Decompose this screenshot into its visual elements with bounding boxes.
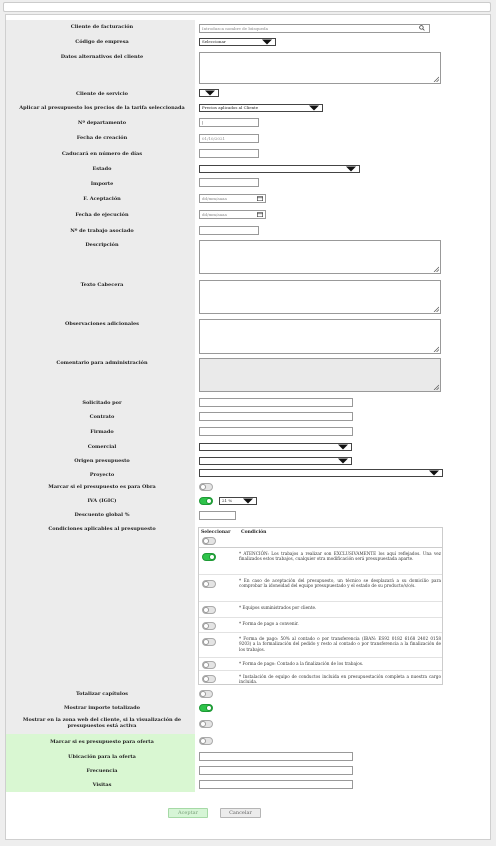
importe-input[interactable] (199, 178, 259, 187)
toggle-knob (200, 484, 206, 490)
mostrar-importe-label: Mostrar importe totalizado (63, 705, 141, 711)
resize-grip-icon[interactable] (433, 306, 439, 312)
condiciones-header (199, 528, 443, 548)
estado-label: Estado (92, 166, 112, 172)
iva-label: IVA (IGIC) (87, 498, 117, 504)
estado-select[interactable] (199, 165, 360, 173)
totalizar-toggle[interactable] (199, 690, 213, 698)
fecha-creacion-input[interactable]: 01/10/2021 (199, 134, 259, 143)
resize-grip-icon[interactable] (433, 346, 439, 352)
origen-label: Origen presupuesto (74, 458, 130, 464)
chevron-down-icon (337, 458, 349, 464)
chevron-down-icon (337, 444, 349, 450)
aplicar-precios-select[interactable] (199, 104, 323, 112)
visitas-label: Visitas (92, 782, 112, 788)
resize-grip-icon[interactable] (433, 266, 439, 272)
chevron-down-icon (261, 39, 273, 45)
aplicar-precios-value: Precios aplicados al Cliente (202, 105, 259, 110)
condition-text: * Forma de pago: Contado a la finalización de los trabajos. (239, 661, 364, 666)
table-row (199, 672, 443, 685)
cliente-servicio-select[interactable] (199, 89, 219, 97)
n-departamento-input[interactable]: | (199, 118, 259, 127)
cliente-facturacion-label: Cliente de facturación (70, 24, 134, 30)
ubicacion-oferta-label: Ubicación para la oferta (68, 754, 136, 760)
chevron-down-icon (204, 90, 216, 96)
col-condicion: Condición (241, 530, 267, 535)
toggle-knob (206, 498, 212, 504)
mostrar-web-label: Mostrar en la zona web del cliente, si la visualización de presupuestos está activa (22, 717, 182, 729)
f-aceptacion-input[interactable]: dd/mm/aaaa (199, 194, 266, 203)
cancel-button[interactable]: Cancelar (220, 808, 261, 818)
proyecto-label: Proyecto (89, 472, 115, 478)
calendar-icon[interactable] (257, 212, 263, 217)
frecuencia-input[interactable] (199, 766, 353, 775)
condition-text: * Forma de pago a convenir. (239, 621, 299, 626)
marcar-oferta-toggle[interactable] (199, 737, 213, 745)
proyecto-select[interactable] (199, 469, 443, 477)
toggle-knob (209, 554, 215, 560)
chevron-down-icon (345, 166, 357, 172)
condiciones-table (198, 527, 443, 685)
importe-label: Importe (90, 181, 114, 187)
condition-text: * En caso de aceptación del presupuesto, un técnico se desplazará a su domicilio para comprobar la idoneidad del equipo presupuestado y el estado de su producto/s/o/s. (239, 578, 441, 589)
descripcion-textarea[interactable] (199, 240, 441, 274)
observaciones-textarea[interactable] (199, 319, 441, 354)
caducara-label: Caducará en número de días (61, 151, 143, 157)
table-row (199, 603, 443, 618)
codigo-empresa-select[interactable] (199, 38, 276, 46)
cliente-servicio-label: Cliente de servicio (76, 91, 128, 97)
n-trabajo-label: Nº de trabajo asociado (70, 228, 134, 234)
codigo-empresa-label: Código de empresa (75, 39, 129, 45)
toggle-knob (203, 581, 209, 587)
solicitado-por-label: Solicitado por (82, 400, 122, 406)
marcar-oferta-label: Marcar si es presupuesto para oferta (50, 739, 154, 745)
toggle-knob (200, 691, 206, 697)
caducara-input[interactable] (199, 149, 259, 158)
row-toggle[interactable] (202, 622, 216, 630)
table-row (199, 619, 443, 633)
row-toggle[interactable] (202, 675, 216, 683)
toggle-knob (203, 623, 209, 629)
toggle-knob (203, 676, 209, 682)
marcar-obra-toggle[interactable] (199, 483, 213, 491)
row-toggle[interactable] (202, 553, 216, 561)
observaciones-label: Observaciones adicionales (65, 321, 139, 327)
descuento-global-input[interactable] (199, 511, 236, 520)
calendar-icon[interactable] (257, 196, 263, 201)
condition-text: * ATENCIÓN: Los trabajos a realizar son EXCLUSIVAMENTE los aquí reflejados. Una vez finalizados estos trabajos, cualquier otra modificación será presupuestada aparte. (239, 551, 441, 562)
texto-cabecera-label: Texto Cabecera (80, 282, 124, 288)
row-toggle[interactable] (202, 606, 216, 614)
resize-grip-icon[interactable] (433, 76, 439, 82)
chevron-down-icon (242, 498, 254, 504)
toggle-knob (203, 662, 209, 668)
table-row (199, 549, 443, 575)
col-seleccionar: Seleccionar (201, 530, 231, 535)
datos-cliente-label: Datos alternativos del cliente (60, 54, 144, 60)
resize-grip-icon[interactable] (433, 384, 439, 390)
search-icon[interactable] (419, 25, 425, 31)
comercial-label: Comercial (87, 444, 117, 450)
visitas-input[interactable] (199, 780, 353, 789)
mostrar-importe-toggle[interactable] (199, 704, 213, 712)
comercial-select[interactable] (199, 443, 352, 451)
condition-text: * Instalación de equipo de conductos incluida en presupuestación completa a nuestra cargo incluida. (239, 674, 441, 685)
condition-text: * Equipos suministrados por cliente. (239, 605, 317, 610)
frecuencia-label: Frecuencia (86, 768, 118, 774)
n-trabajo-input[interactable] (199, 226, 259, 235)
table-row (199, 634, 443, 658)
solicitado-por-input[interactable] (199, 398, 353, 407)
cliente-facturacion-search-input[interactable]: Introduzca nombre de búsqueda (199, 24, 430, 33)
toggle-knob (200, 738, 206, 744)
row-toggle[interactable] (202, 638, 216, 646)
descripcion-label: Descripción (85, 242, 119, 248)
firmado-input[interactable] (199, 427, 353, 436)
aplicar-precios-label: Aplicar al presupuesto los precios de la tarifa seleccionada (19, 105, 185, 111)
label-column (6, 20, 195, 734)
table-row (199, 576, 443, 602)
iva-rate-value: 21 % (222, 498, 233, 503)
texto-cabecera-textarea[interactable] (199, 280, 441, 314)
datos-cliente-textarea[interactable] (199, 52, 441, 84)
toggle-knob (203, 607, 209, 613)
toggle-knob (203, 639, 209, 645)
fecha-creacion-label: Fecha de creación (76, 135, 128, 141)
chevron-down-icon (308, 105, 320, 111)
n-departamento-label: Nº departamento (77, 120, 127, 126)
descuento-global-label: Descuento global % (74, 512, 130, 518)
fecha-ejecucion-label: Fecha de ejecución (75, 212, 129, 218)
toggle-knob (203, 538, 209, 544)
mostrar-web-toggle[interactable] (199, 720, 213, 728)
contrato-label: Contrato (89, 414, 115, 420)
top-toolbar (3, 2, 491, 12)
table-row (199, 659, 443, 671)
toggle-knob (206, 705, 212, 711)
condiciones-label: Condiciones aplicables al presupuesto (48, 526, 156, 532)
toggle-knob (200, 721, 206, 727)
contrato-input[interactable] (199, 412, 353, 421)
comentario-admin-textarea[interactable] (199, 358, 441, 392)
marcar-obra-label: Marcar si el presupuesto es para Obra (48, 484, 156, 490)
totalizar-label: Totalizar capítulos (76, 691, 128, 697)
f-aceptacion-label: F. Aceptación (83, 196, 121, 202)
ubicacion-oferta-input[interactable] (199, 752, 353, 761)
row-toggle[interactable] (202, 661, 216, 669)
origen-select[interactable] (199, 457, 352, 465)
iva-rate-select[interactable] (219, 497, 257, 505)
condition-text: * Forma de pago: 50% al contado o por transferencia (IBAN: ES92 0182 6168 2402 0158 9203) a la formalización del pedido y resto al contado o por transferencia a la finalización de los trabajos. (239, 636, 441, 652)
firmado-label: Firmado (90, 429, 114, 435)
row-toggle[interactable] (202, 580, 216, 588)
codigo-empresa-value: Seleccionar (202, 39, 226, 44)
comentario-admin-label: Comentario para administración (56, 360, 148, 366)
select-all-toggle[interactable] (202, 537, 216, 545)
fecha-ejecucion-input[interactable]: dd/mm/aaaa (199, 210, 266, 219)
accept-button[interactable]: Aceptar (168, 808, 208, 818)
iva-toggle[interactable] (199, 497, 213, 505)
chevron-down-icon (428, 470, 440, 476)
